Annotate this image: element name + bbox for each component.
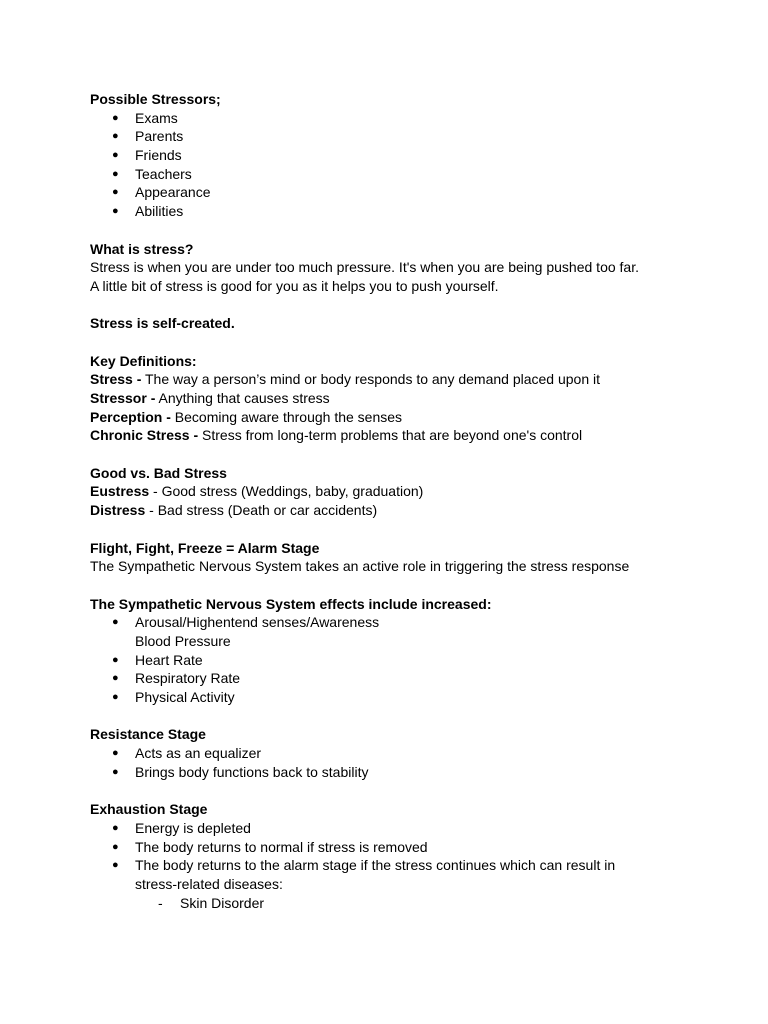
list-item: ● Appearance [112, 184, 211, 201]
definition-item: Eustress - Good stress (Weddings, baby, graduation) [90, 483, 424, 500]
bullet-icon: ● [112, 840, 119, 853]
bullet-icon: ● [112, 765, 119, 778]
list-item: ● Energy is depleted [112, 819, 251, 836]
bullet-icon: ● [112, 691, 119, 703]
list-item: ● Exams [112, 109, 178, 126]
key-definitions-heading: Key Definitions: [90, 352, 197, 369]
resistance-stage-heading: Resistance Stage [90, 726, 206, 743]
list-item-continuation: stress-related diseases: [135, 875, 283, 892]
list-item: ● Heart Rate [112, 651, 203, 668]
good-vs-bad-heading: Good vs. Bad Stress [90, 464, 227, 481]
bullet-icon: ● [112, 205, 119, 218]
document-page [90, 90, 730, 912]
bullet-icon: ● [112, 672, 119, 685]
list-item: ● The body returns to the alarm stage if the stress continues which can result in [112, 857, 616, 874]
list-item: ● Parents [112, 128, 184, 145]
list-item: ● Brings body functions back to stability [112, 763, 369, 780]
list-item: ● The body returns to normal if stress is removed [112, 838, 428, 855]
paragraph-line: Stress is when you are under too much pressure. It's when you are being pushed too far. [90, 259, 639, 276]
paragraph-line: A little bit of stress is good for you as it helps you to push yourself. [90, 277, 499, 294]
definition-item: Perception - Becoming aware through the senses [90, 408, 403, 425]
list-item: ● Acts as an equalizer [112, 745, 262, 762]
what-is-stress-heading: What is stress? [90, 240, 194, 257]
bullet-icon: ● [112, 149, 119, 162]
bullet-icon: ● [112, 616, 119, 629]
alarm-stage-heading: Flight, Fight, Freeze = Alarm Stage [90, 539, 320, 556]
bullet-icon: ● [112, 653, 119, 666]
definition-item: Stressor - Anything that causes stress [90, 390, 330, 406]
stressors-heading: Possible Stressors; [90, 91, 221, 107]
bullet-icon: ● [112, 130, 119, 143]
definition-item: Chronic Stress - Stress from long-term problems that are beyond one's control [90, 427, 583, 444]
bullet-icon: ● [112, 859, 119, 872]
list-item-continuation: Blood Pressure [135, 632, 231, 649]
list-item: ● Arousal/Highentend senses/Awareness [112, 614, 380, 631]
paragraph-line: The Sympathetic Nervous System takes an active role in triggering the stress response [90, 558, 630, 575]
bullet-icon: ● [112, 111, 119, 124]
list-item: ● Abilities [112, 203, 184, 220]
exhaustion-stage-heading: Exhaustion Stage [90, 801, 208, 818]
bullet-icon: ● [112, 747, 119, 760]
sub-list-item: - Skin Disorder [158, 894, 265, 911]
bullet-icon: ● [112, 186, 119, 199]
list-item: ● Physical Activity [112, 689, 235, 705]
dash-icon: - [158, 894, 163, 911]
sympathetic-heading: The Sympathetic Nervous System effects include increased: [90, 595, 492, 612]
bullet-icon: ● [112, 821, 119, 834]
list-item: ● Friends [112, 147, 182, 164]
list-item: ● Teachers [112, 165, 192, 182]
list-item: ● Respiratory Rate [112, 670, 241, 687]
self-created-statement: Stress is self-created. [90, 315, 235, 332]
definition-item: Stress - The way a person’s mind or body responds to any demand placed upon it [90, 371, 601, 388]
bullet-icon: ● [112, 167, 119, 180]
definition-item: Distress - Bad stress (Death or car accidents) [90, 502, 378, 519]
